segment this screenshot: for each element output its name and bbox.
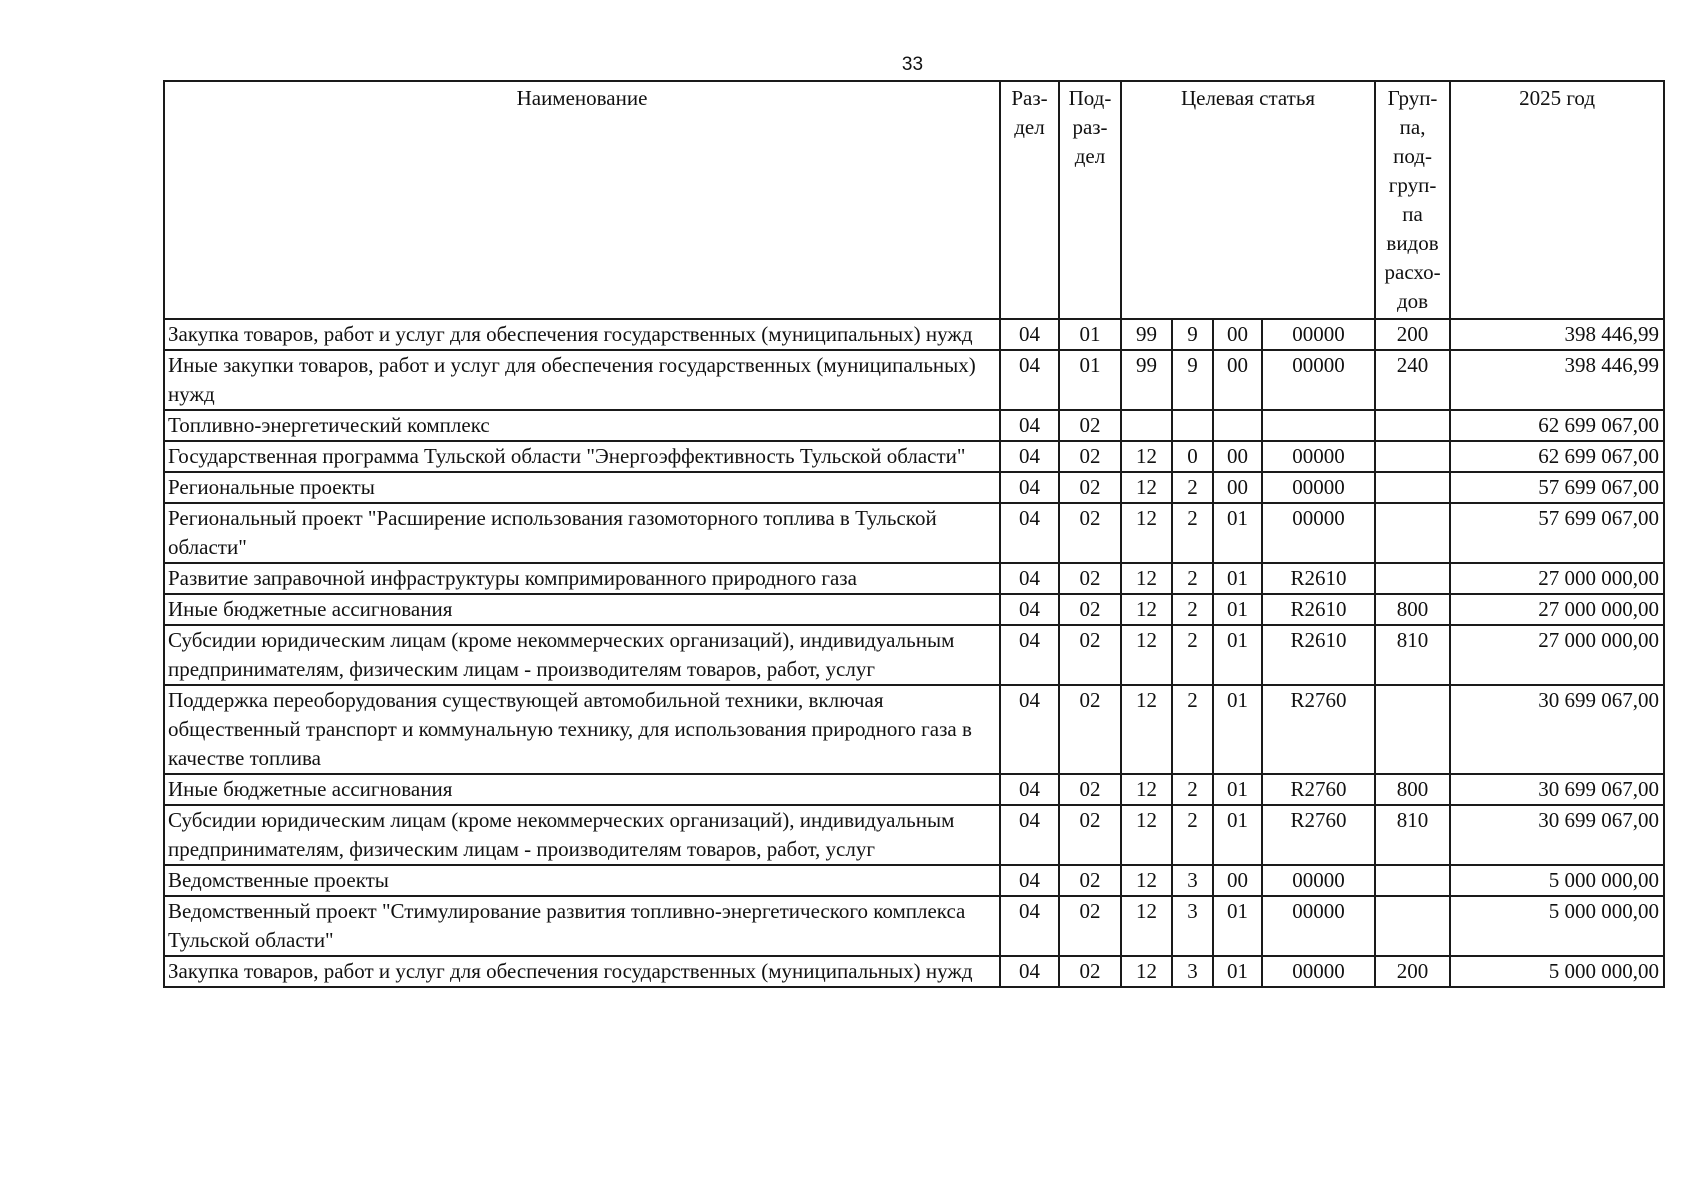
row-target-subprogram xyxy=(1172,410,1213,441)
row-expense-group xyxy=(1375,896,1450,956)
row-name: Субсидии юридическим лицам (кроме некоммерческих организаций), индивидуальным предпринимателям, физическим лицам - производителям товаров, работ, услуг xyxy=(164,805,1000,865)
row-target-direction: R2760 xyxy=(1262,774,1375,805)
table-row xyxy=(164,685,1664,774)
row-name: Закупка товаров, работ и услуг для обеспечения государственных (муниципальных) нужд xyxy=(164,319,1000,350)
row-target-direction: R2610 xyxy=(1262,594,1375,625)
row-name: Ведомственный проект "Стимулирование развития топливно-энергетического комплекса Тульской области" xyxy=(164,896,1000,956)
row-podrazdel: 02 xyxy=(1059,865,1121,896)
row-target-subprogram: 3 xyxy=(1172,956,1213,987)
row-podrazdel: 02 xyxy=(1059,896,1121,956)
row-target-subprogram: 2 xyxy=(1172,503,1213,563)
table-row xyxy=(164,472,1664,503)
table-row xyxy=(164,774,1664,805)
row-target-direction: 00000 xyxy=(1262,503,1375,563)
row-target-subprogram: 2 xyxy=(1172,594,1213,625)
row-target-subprogram: 2 xyxy=(1172,805,1213,865)
row-target-subprogram: 2 xyxy=(1172,563,1213,594)
row-target-direction: R2760 xyxy=(1262,805,1375,865)
row-name: Субсидии юридическим лицам (кроме некоммерческих организаций), индивидуальным предпринимателям, физическим лицам - производителям товаров, работ, услуг xyxy=(164,625,1000,685)
row-name: Закупка товаров, работ и услуг для обеспечения государственных (муниципальных) нужд xyxy=(164,956,1000,987)
header-year: 2025 год xyxy=(1450,81,1664,319)
row-podrazdel: 02 xyxy=(1059,410,1121,441)
row-amount: 57 699 067,00 xyxy=(1450,503,1664,563)
row-target-event: 01 xyxy=(1213,956,1262,987)
row-target-direction: R2760 xyxy=(1262,685,1375,774)
row-podrazdel: 02 xyxy=(1059,563,1121,594)
row-razdel: 04 xyxy=(1000,472,1059,503)
table-body xyxy=(164,319,1664,987)
header-target-article: Целевая статья xyxy=(1121,81,1375,319)
row-target-subprogram: 2 xyxy=(1172,625,1213,685)
row-target-program: 12 xyxy=(1121,441,1172,472)
row-target-subprogram: 9 xyxy=(1172,350,1213,410)
row-target-event: 00 xyxy=(1213,319,1262,350)
row-expense-group: 800 xyxy=(1375,594,1450,625)
header-name: Наименование xyxy=(164,81,1000,319)
row-target-program: 12 xyxy=(1121,865,1172,896)
row-amount: 27 000 000,00 xyxy=(1450,594,1664,625)
row-target-program: 12 xyxy=(1121,625,1172,685)
row-amount: 57 699 067,00 xyxy=(1450,472,1664,503)
row-target-program xyxy=(1121,410,1172,441)
row-razdel: 04 xyxy=(1000,625,1059,685)
row-amount: 398 446,99 xyxy=(1450,319,1664,350)
row-expense-group xyxy=(1375,563,1450,594)
row-target-event: 01 xyxy=(1213,625,1262,685)
row-razdel: 04 xyxy=(1000,410,1059,441)
row-target-subprogram: 2 xyxy=(1172,774,1213,805)
table-row xyxy=(164,503,1664,563)
row-name: Региональный проект "Расширение использования газомоторного топлива в Тульской области" xyxy=(164,503,1000,563)
row-razdel: 04 xyxy=(1000,350,1059,410)
row-expense-group: 810 xyxy=(1375,625,1450,685)
row-razdel: 04 xyxy=(1000,805,1059,865)
row-target-program: 12 xyxy=(1121,503,1172,563)
table-row xyxy=(164,563,1664,594)
row-target-event: 01 xyxy=(1213,774,1262,805)
row-target-direction: 00000 xyxy=(1262,956,1375,987)
row-target-direction: 00000 xyxy=(1262,472,1375,503)
row-razdel: 04 xyxy=(1000,896,1059,956)
row-target-event: 00 xyxy=(1213,472,1262,503)
row-name: Иные бюджетные ассигнования xyxy=(164,774,1000,805)
row-podrazdel: 02 xyxy=(1059,685,1121,774)
row-amount: 62 699 067,00 xyxy=(1450,441,1664,472)
row-target-program: 12 xyxy=(1121,563,1172,594)
row-amount: 398 446,99 xyxy=(1450,350,1664,410)
row-target-direction: 00000 xyxy=(1262,350,1375,410)
header-row xyxy=(164,81,1664,319)
row-target-direction: 00000 xyxy=(1262,319,1375,350)
row-target-event: 01 xyxy=(1213,563,1262,594)
row-podrazdel: 02 xyxy=(1059,472,1121,503)
row-amount: 62 699 067,00 xyxy=(1450,410,1664,441)
row-podrazdel: 02 xyxy=(1059,441,1121,472)
row-podrazdel: 02 xyxy=(1059,956,1121,987)
table-row xyxy=(164,441,1664,472)
row-target-program: 12 xyxy=(1121,805,1172,865)
row-razdel: 04 xyxy=(1000,319,1059,350)
row-expense-group xyxy=(1375,441,1450,472)
row-target-program: 12 xyxy=(1121,774,1172,805)
row-target-event: 01 xyxy=(1213,503,1262,563)
row-target-event: 01 xyxy=(1213,594,1262,625)
table-row xyxy=(164,805,1664,865)
row-razdel: 04 xyxy=(1000,594,1059,625)
row-target-direction: R2610 xyxy=(1262,625,1375,685)
row-target-program: 99 xyxy=(1121,319,1172,350)
row-razdel: 04 xyxy=(1000,685,1059,774)
row-podrazdel: 01 xyxy=(1059,350,1121,410)
row-amount: 5 000 000,00 xyxy=(1450,865,1664,896)
table-row xyxy=(164,410,1664,441)
row-name: Развитие заправочной инфраструктуры компримированного природного газа xyxy=(164,563,1000,594)
table-row xyxy=(164,896,1664,956)
row-name: Поддержка переоборудования существующей автомобильной техники, включая общественный транспорт и коммунальную технику, для использования природного газа в качестве топлива xyxy=(164,685,1000,774)
row-podrazdel: 02 xyxy=(1059,774,1121,805)
header-razdel: Раз- дел xyxy=(1000,81,1059,319)
row-amount: 27 000 000,00 xyxy=(1450,625,1664,685)
row-amount: 30 699 067,00 xyxy=(1450,685,1664,774)
row-expense-group xyxy=(1375,865,1450,896)
row-name: Государственная программа Тульской области "Энергоэффективность Тульской области" xyxy=(164,441,1000,472)
row-target-program: 99 xyxy=(1121,350,1172,410)
row-expense-group xyxy=(1375,410,1450,441)
row-podrazdel: 02 xyxy=(1059,625,1121,685)
row-name: Ведомственные проекты xyxy=(164,865,1000,896)
header-podrazdel: Под- раз- дел xyxy=(1059,81,1121,319)
row-name: Иные бюджетные ассигнования xyxy=(164,594,1000,625)
table-row xyxy=(164,865,1664,896)
table-row xyxy=(164,594,1664,625)
row-target-subprogram: 2 xyxy=(1172,685,1213,774)
row-razdel: 04 xyxy=(1000,441,1059,472)
row-expense-group: 200 xyxy=(1375,956,1450,987)
row-razdel: 04 xyxy=(1000,563,1059,594)
row-target-subprogram: 3 xyxy=(1172,896,1213,956)
row-razdel: 04 xyxy=(1000,503,1059,563)
row-target-direction: 00000 xyxy=(1262,865,1375,896)
row-target-program: 12 xyxy=(1121,685,1172,774)
page-number: 33 xyxy=(901,54,924,75)
table-row xyxy=(164,625,1664,685)
table-row xyxy=(164,956,1664,987)
row-target-subprogram: 2 xyxy=(1172,472,1213,503)
table-row xyxy=(164,319,1664,350)
row-expense-group xyxy=(1375,685,1450,774)
row-name: Иные закупки товаров, работ и услуг для обеспечения государственных (муниципальных) нужд xyxy=(164,350,1000,410)
row-podrazdel: 02 xyxy=(1059,503,1121,563)
budget-table xyxy=(163,80,1665,988)
row-expense-group xyxy=(1375,503,1450,563)
header-expense-group: Груп- па, под- груп- па видов расхо- дов xyxy=(1375,81,1450,319)
row-razdel: 04 xyxy=(1000,956,1059,987)
row-name: Региональные проекты xyxy=(164,472,1000,503)
row-amount: 27 000 000,00 xyxy=(1450,563,1664,594)
row-target-direction: R2610 xyxy=(1262,563,1375,594)
row-expense-group: 200 xyxy=(1375,319,1450,350)
row-target-direction: 00000 xyxy=(1262,896,1375,956)
row-amount: 30 699 067,00 xyxy=(1450,774,1664,805)
row-target-subprogram: 9 xyxy=(1172,319,1213,350)
row-target-event: 01 xyxy=(1213,805,1262,865)
row-podrazdel: 02 xyxy=(1059,594,1121,625)
row-podrazdel: 02 xyxy=(1059,805,1121,865)
row-target-event: 01 xyxy=(1213,685,1262,774)
row-target-event: 00 xyxy=(1213,865,1262,896)
table-row xyxy=(164,350,1664,410)
row-target-event: 00 xyxy=(1213,441,1262,472)
row-target-subprogram: 0 xyxy=(1172,441,1213,472)
row-podrazdel: 01 xyxy=(1059,319,1121,350)
row-name: Топливно-энергетический комплекс xyxy=(164,410,1000,441)
row-target-program: 12 xyxy=(1121,896,1172,956)
row-expense-group: 800 xyxy=(1375,774,1450,805)
row-amount: 5 000 000,00 xyxy=(1450,896,1664,956)
row-expense-group xyxy=(1375,472,1450,503)
row-target-program: 12 xyxy=(1121,472,1172,503)
row-razdel: 04 xyxy=(1000,774,1059,805)
row-expense-group: 240 xyxy=(1375,350,1450,410)
row-target-program: 12 xyxy=(1121,956,1172,987)
row-target-direction xyxy=(1262,410,1375,441)
row-amount: 30 699 067,00 xyxy=(1450,805,1664,865)
row-target-event: 01 xyxy=(1213,896,1262,956)
row-target-subprogram: 3 xyxy=(1172,865,1213,896)
row-target-event xyxy=(1213,410,1262,441)
row-amount: 5 000 000,00 xyxy=(1450,956,1664,987)
row-razdel: 04 xyxy=(1000,865,1059,896)
row-target-program: 12 xyxy=(1121,594,1172,625)
row-expense-group: 810 xyxy=(1375,805,1450,865)
row-target-event: 00 xyxy=(1213,350,1262,410)
row-target-direction: 00000 xyxy=(1262,441,1375,472)
